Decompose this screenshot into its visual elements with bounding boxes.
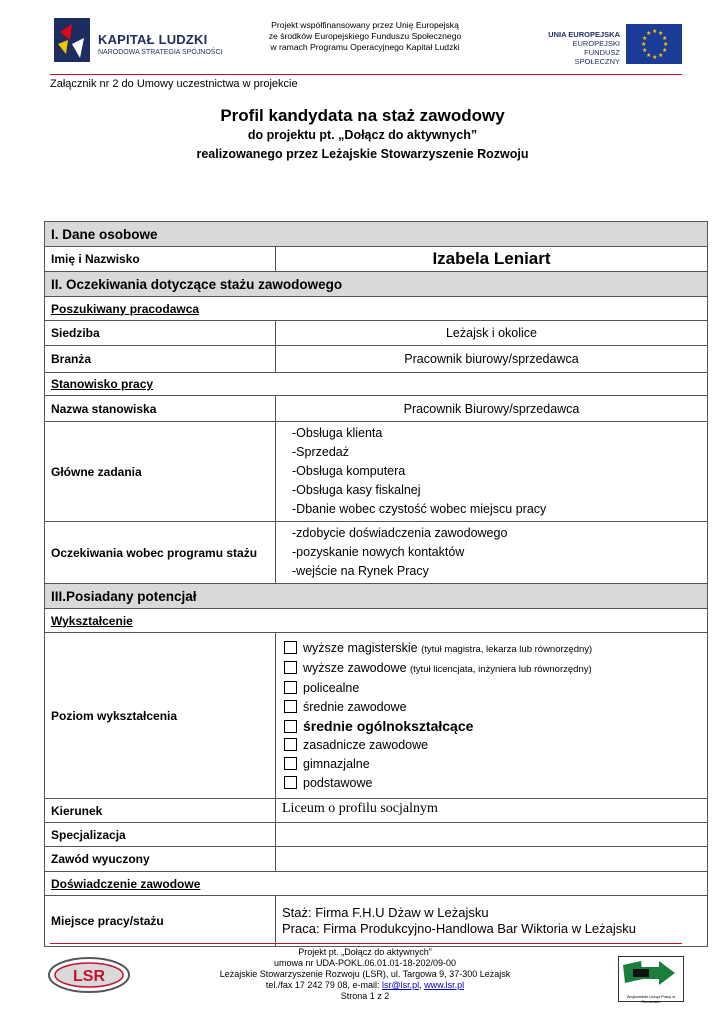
wup-arrows-icon bbox=[619, 957, 683, 989]
name-label: Imię i Nazwisko bbox=[45, 247, 276, 272]
project-name: do projektu pt. „Dołącz do aktywnych” bbox=[247, 128, 478, 142]
tasks-list[interactable] bbox=[276, 422, 708, 522]
wup-logo bbox=[618, 956, 684, 1002]
education-option[interactable] bbox=[284, 736, 701, 755]
education-level-label: Poziom wykształcenia bbox=[45, 633, 276, 799]
organization-name: realizowanego przez Leżajskie Stowarzyszenie Rozwoju bbox=[196, 147, 529, 161]
specialization-label: Specjalizacja bbox=[45, 823, 276, 847]
education-option[interactable] bbox=[284, 698, 701, 717]
option-note: (tytuł magistra, lekarza lub równorzędny) bbox=[421, 643, 593, 655]
option-note: (tytuł licencjata, inżyniera lub równorzędny) bbox=[410, 663, 592, 675]
education-option[interactable] bbox=[284, 639, 701, 659]
branch-label: Branża bbox=[45, 346, 276, 373]
svg-text:★: ★ bbox=[642, 35, 648, 42]
annex-note: Załącznik nr 2 do Umowy uczestnictwa w projekcie bbox=[50, 78, 298, 90]
footer-project: Projekt pt. „Dołącz do aktywnych” bbox=[298, 947, 432, 957]
checkbox-icon[interactable] bbox=[284, 720, 297, 733]
wup-caption: Wojewódzki Urząd Pracy w Rzeszowie bbox=[626, 994, 676, 1004]
option-label: gimnazjalne bbox=[303, 756, 370, 771]
education-options bbox=[276, 633, 708, 799]
checkbox-icon[interactable] bbox=[284, 757, 297, 770]
footer-divider bbox=[50, 943, 682, 944]
task-item: -Dbanie wobec czystość wobec miejscu pracy bbox=[292, 502, 547, 516]
footer-contact bbox=[150, 980, 580, 991]
svg-text:★: ★ bbox=[662, 35, 668, 42]
checkbox-icon[interactable] bbox=[284, 641, 297, 654]
option-label: wyższe zawodowe bbox=[303, 660, 407, 675]
task-item: -Obsługa komputera bbox=[292, 464, 406, 478]
page-title: Profil kandydata na staż zawodowy bbox=[220, 106, 505, 125]
svg-text:★: ★ bbox=[652, 54, 658, 61]
lsr-logo bbox=[48, 956, 130, 994]
expectation-item: -wejście na Rynek Pracy bbox=[292, 564, 429, 578]
employer-header: Poszukiwany pracodawca bbox=[45, 297, 708, 321]
kapital-ludzki-logo bbox=[50, 14, 240, 66]
option-label: zasadnicze zawodowe bbox=[303, 737, 429, 752]
section-internship-expectations: II. Oczekiwania dotyczące stażu zawodowego bbox=[45, 272, 708, 297]
tasks-label: Główne zadania bbox=[45, 422, 276, 522]
svg-text:★: ★ bbox=[642, 47, 648, 54]
position-label: Nazwa stanowiska bbox=[45, 396, 276, 422]
expectation-item: -pozyskanie nowych kontaktów bbox=[292, 545, 465, 559]
seat-label: Siedziba bbox=[45, 321, 276, 346]
workplace-value[interactable] bbox=[276, 896, 708, 947]
checkbox-icon[interactable] bbox=[284, 776, 297, 789]
checkbox-icon[interactable] bbox=[284, 681, 297, 694]
education-option[interactable] bbox=[284, 774, 701, 793]
option-label: podstawowe bbox=[303, 775, 373, 790]
page-number: Strona 1 z 2 bbox=[340, 991, 390, 1001]
cofinancing-line: Projekt współfinansowany przez Unię Europejską bbox=[271, 20, 459, 30]
cofinancing-line: ze środków Europejskiego Funduszu Społecznego bbox=[268, 31, 462, 41]
checkbox-icon[interactable] bbox=[284, 700, 297, 713]
specialization-value[interactable] bbox=[276, 823, 708, 847]
svg-text:★: ★ bbox=[663, 41, 669, 48]
cofinancing-line: w ramach Programu Operacyjnego Kapitał Ludzki bbox=[270, 42, 460, 52]
experience-header: Doświadczenie zawodowe bbox=[45, 872, 708, 896]
education-option[interactable] bbox=[284, 659, 701, 679]
option-label: policealne bbox=[303, 680, 360, 695]
direction-value[interactable]: Liceum o profilu socjalnym bbox=[276, 799, 708, 823]
option-label: wyższe magisterskie bbox=[303, 640, 418, 655]
task-item: -Obsługa kasy fiskalnej bbox=[292, 483, 421, 497]
eu-label bbox=[540, 30, 620, 66]
footer-agreement: umowa nr UDA-POKL.06.01.01-18-202/09-00 bbox=[273, 958, 457, 968]
lsr-logo-text: LSR bbox=[73, 968, 105, 985]
eu-flag-icon bbox=[626, 24, 682, 64]
contact-prefix: tel./fax 17 242 79 08, e-mail: bbox=[265, 980, 382, 990]
svg-text:★: ★ bbox=[658, 52, 664, 59]
direction-label: Kierunek bbox=[45, 799, 276, 823]
contact-separator: , bbox=[419, 980, 425, 990]
expectations-label: Oczekiwania wobec programu stażu bbox=[45, 522, 276, 584]
svg-text:★: ★ bbox=[641, 41, 647, 48]
svg-text:★: ★ bbox=[646, 30, 652, 37]
education-option[interactable] bbox=[284, 755, 701, 774]
education-option-selected[interactable] bbox=[284, 717, 701, 736]
checkbox-icon[interactable] bbox=[284, 738, 297, 751]
eu-line: FUNDUSZ SPOŁECZNY bbox=[574, 48, 620, 66]
candidate-profile-table bbox=[44, 221, 708, 947]
option-label: średnie zawodowe bbox=[303, 699, 407, 714]
email-link[interactable]: lsr@lsr.pl bbox=[381, 980, 420, 990]
occupation-value[interactable] bbox=[276, 847, 708, 872]
workplace-line: Staż: Firma F.H.U Dżaw w Leżajsku bbox=[282, 905, 489, 920]
logo-subtitle: NARODOWA STRATEGIA SPÓJNOŚCI bbox=[98, 49, 223, 56]
education-option[interactable] bbox=[284, 679, 701, 698]
education-header: Wykształcenie bbox=[45, 609, 708, 633]
svg-text:★: ★ bbox=[646, 52, 652, 59]
option-label: średnie ogólnokształcące bbox=[303, 717, 474, 734]
workplace-line: Praca: Firma Produkcyjno-Handlowa Bar Wiktoria w Leżajsku bbox=[282, 921, 637, 936]
svg-text:★: ★ bbox=[652, 28, 658, 35]
seat-value[interactable]: Leżajsk i okolice bbox=[276, 321, 708, 346]
name-value[interactable]: Izabela Leniart bbox=[276, 247, 708, 272]
expectations-list[interactable] bbox=[276, 522, 708, 584]
eu-line: UNIA EUROPEJSKA bbox=[548, 30, 620, 39]
position-header: Stanowisko pracy bbox=[45, 373, 708, 396]
logo-title: KAPITAŁ LUDZKI bbox=[98, 32, 208, 47]
svg-text:★: ★ bbox=[662, 47, 668, 54]
eu-line: EUROPEJSKI bbox=[572, 39, 620, 48]
footer-info bbox=[150, 947, 580, 1002]
header-divider bbox=[50, 74, 682, 75]
section-personal-data: I. Dane osobowe bbox=[45, 222, 708, 247]
position-value[interactable]: Pracownik Biurowy/sprzedawca bbox=[276, 396, 708, 422]
expectation-item: -zdobycie doświadczenia zawodowego bbox=[292, 526, 508, 540]
occupation-label: Zawód wyuczony bbox=[45, 847, 276, 872]
section-potential: III.Posiadany potencjał bbox=[45, 584, 708, 609]
kapital-ludzki-emblem-icon bbox=[50, 14, 94, 66]
workplace-label: Miejsce pracy/stażu bbox=[45, 896, 276, 947]
task-item: -Obsługa klienta bbox=[292, 426, 383, 440]
branch-value[interactable]: Pracownik biurowy/sprzedawca bbox=[276, 346, 708, 373]
footer-address: Leżajskie Stowarzyszenie Rozwoju (LSR), ul. Targowa 9, 37-300 Leżajsk bbox=[219, 969, 511, 979]
task-item: -Sprzedaż bbox=[292, 445, 349, 459]
checkbox-icon[interactable] bbox=[284, 661, 297, 674]
website-link[interactable]: www.lsr.pl bbox=[424, 980, 465, 990]
svg-text:★: ★ bbox=[658, 30, 664, 37]
cofinancing-note bbox=[250, 20, 480, 53]
